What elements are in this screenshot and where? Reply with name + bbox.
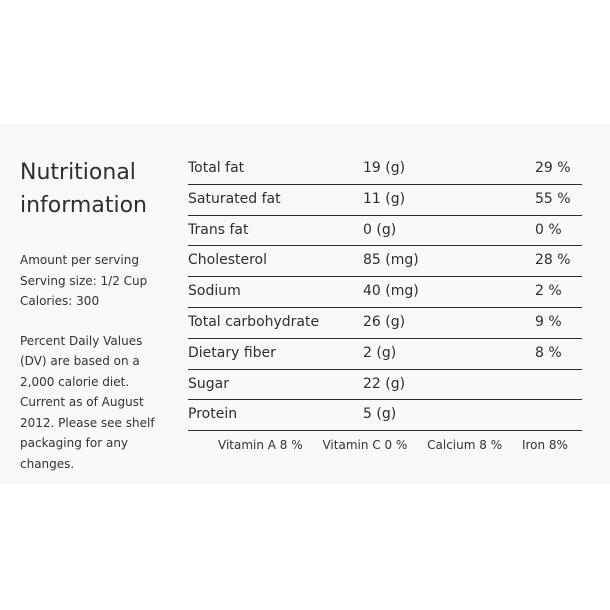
calories-text: Calories: 300: [20, 294, 100, 308]
nutrient-daily-value: 28 %: [535, 252, 571, 269]
info-column: [20, 156, 170, 474]
title-line-2: information: [20, 193, 147, 218]
nutrient-amount: 5 (g): [363, 406, 397, 423]
nutrient-row: [188, 370, 582, 401]
nutrient-daily-value: 8 %: [535, 344, 562, 361]
nutrient-row: [188, 154, 582, 185]
vitamins-line: [218, 438, 568, 452]
serving-size-text: Serving size: 1/2 Cup: [20, 273, 148, 288]
calcium-text: Calcium 8 %: [427, 438, 503, 452]
nutrient-amount: 22 (g): [363, 375, 406, 392]
nutrient-amount: 11 (g): [363, 190, 406, 207]
nutrient-amount: 0 (g): [363, 221, 397, 238]
nutrient-amount: 85 (mg): [363, 252, 419, 269]
nutrient-row: [188, 277, 582, 308]
nutrient-name: Saturated fat: [188, 190, 281, 207]
nutrient-daily-value: 55 %: [535, 190, 571, 207]
nutrient-row: [188, 185, 582, 216]
nutrient-name: Total carbohydrate: [188, 313, 320, 330]
nutrient-table: [188, 154, 582, 431]
daily-values-note: Percent Daily Values (DV) are based on a 2,000 calorie diet. Current as of August 2012. Please see shelf packaging for any changes.: [20, 333, 155, 471]
nutrient-row: [188, 246, 582, 277]
nutrient-amount: 2 (g): [363, 344, 397, 361]
nutrient-name: Dietary fiber: [188, 344, 276, 361]
nutrient-name: Protein: [188, 406, 238, 423]
page-title: [20, 156, 170, 222]
nutrient-name: Cholesterol: [188, 252, 268, 269]
nutrient-row: [188, 308, 582, 339]
nutrient-daily-value: 2 %: [535, 283, 562, 300]
amount-per-serving-text: Amount per serving: [20, 253, 139, 267]
nutrient-daily-value: 0 %: [535, 221, 562, 238]
title-line-1: Nutritional: [20, 160, 136, 185]
vitamin-a-text: Vitamin A 8 %: [218, 438, 303, 452]
nutrient-name: Total fat: [188, 160, 245, 176]
nutrient-daily-value: 9 %: [535, 313, 562, 330]
nutrient-name: Sugar: [188, 375, 229, 392]
nutrient-row: [188, 216, 582, 247]
vitamin-c-text: Vitamin C 0 %: [322, 438, 408, 452]
nutrient-amount: 40 (mg): [363, 283, 419, 300]
nutrition-panel: [0, 124, 610, 484]
nutrient-name: Trans fat: [188, 221, 249, 238]
nutrient-row: [188, 339, 582, 370]
nutrient-name: Sodium: [188, 283, 241, 300]
nutrient-amount: 19 (g): [363, 160, 406, 176]
nutrient-amount: 26 (g): [363, 313, 406, 330]
nutrient-daily-value: 29 %: [535, 160, 571, 176]
nutrient-row: [188, 400, 582, 431]
serving-info: [20, 250, 170, 312]
iron-text: Iron 8%: [521, 438, 568, 452]
